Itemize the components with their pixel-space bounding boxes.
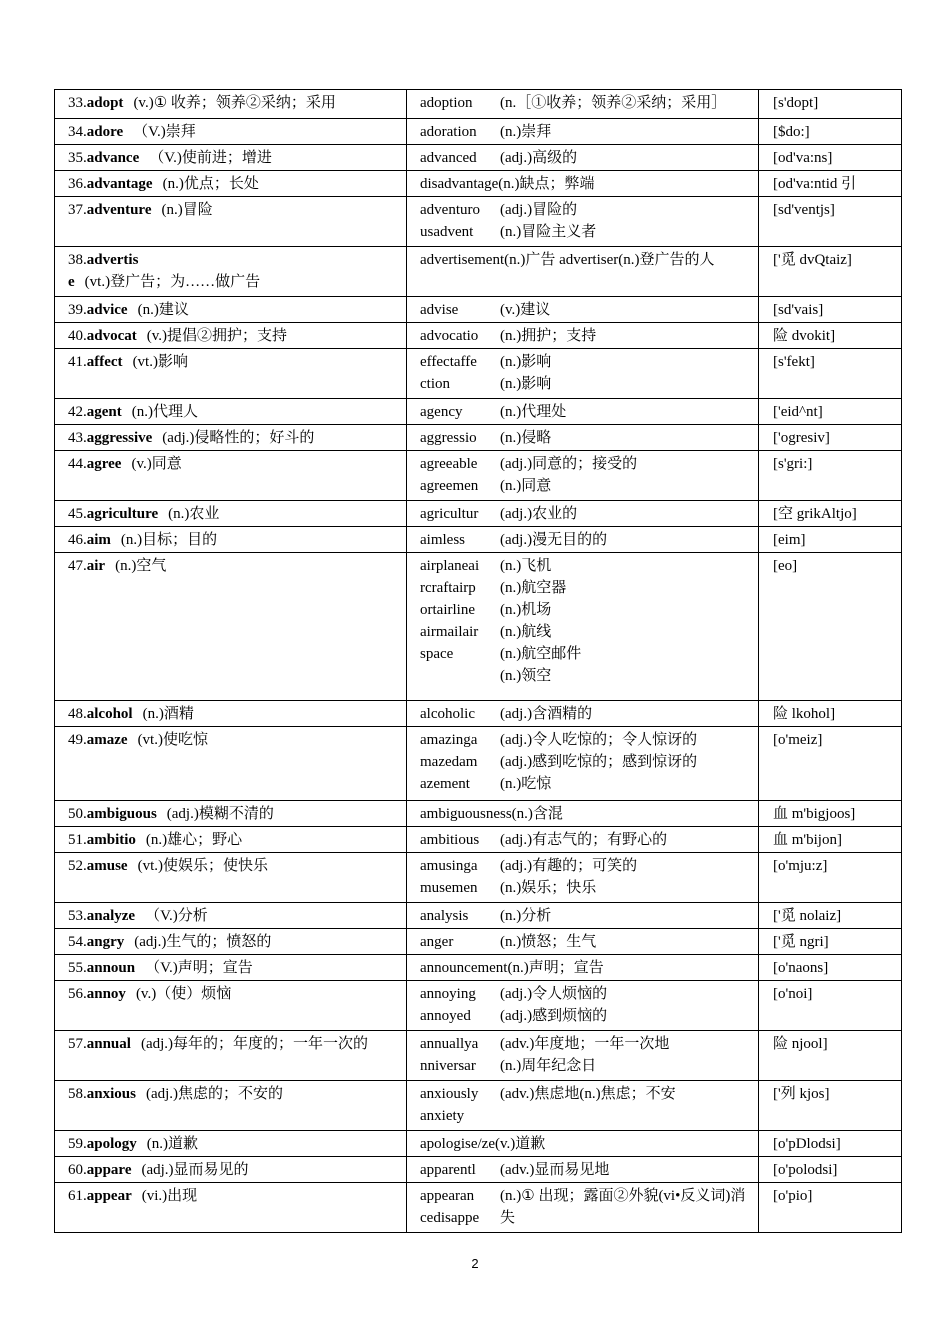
headword-cell	[55, 297, 407, 323]
derivatives-cell	[407, 119, 759, 145]
derived-forms: advanced	[420, 150, 477, 166]
derived-meanings: (adv.)显而易见地	[500, 1162, 610, 1178]
headword-definition: (v.)提倡②拥护；支持	[146, 328, 288, 344]
entry-number: 34.	[68, 124, 87, 140]
derived-meanings: advertisement(n.)广告 advertiser(n.)登广告的人	[420, 252, 715, 268]
table-row	[55, 451, 902, 501]
phonetic-cell	[759, 171, 902, 197]
phonetic-transcription: ['觅 nolaiz]	[773, 908, 842, 924]
derivatives-cell	[407, 981, 759, 1031]
headword-definition: (adj.)焦虑的；不安的	[145, 1086, 284, 1102]
phonetic-transcription: [eim]	[773, 532, 806, 548]
derived-forms: agreeable agreemen	[420, 456, 479, 494]
headword-definition: （V.)分析	[145, 908, 208, 924]
derived-forms: apparentl	[420, 1162, 476, 1178]
derived-meanings: (n.)影响 (n.)影响	[500, 354, 552, 392]
derived-forms: airplaneai rcraftairp ortairline airmailair space	[420, 558, 480, 662]
derived-forms: advocatio	[420, 328, 479, 344]
derived-forms: adventuro usadvent	[420, 202, 480, 240]
table-row	[55, 1031, 902, 1081]
table-row	[55, 1131, 902, 1157]
vocabulary-table	[54, 89, 902, 1233]
headword: advocat	[86, 328, 137, 344]
derivatives-cell	[407, 929, 759, 955]
phonetic-cell	[759, 981, 902, 1031]
entry-number: 61.	[68, 1188, 87, 1204]
headword: advertis e	[68, 252, 139, 290]
derived-forms: agency	[420, 404, 463, 420]
phonetic-cell	[759, 197, 902, 247]
derived-meanings: apologise/ze(v.)道歉	[420, 1136, 546, 1152]
phonetic-cell	[759, 1081, 902, 1131]
headword-definition: (v.)同意	[131, 456, 182, 472]
headword-definition: （V.)使前进；增进	[149, 150, 272, 166]
phonetic-transcription: [空 grikAltjo]	[773, 506, 857, 522]
derived-meanings: (adj.)同意的；接受的 (n.)同意	[500, 456, 638, 494]
table-row	[55, 1183, 902, 1233]
phonetic-transcription: 险 njool]	[773, 1036, 828, 1052]
phonetic-transcription: [s'gri:]	[773, 456, 813, 472]
headword-cell	[55, 701, 407, 727]
headword-cell	[55, 1157, 407, 1183]
derivatives-cell	[407, 297, 759, 323]
phonetic-cell	[759, 425, 902, 451]
phonetic-transcription: [o'meiz]	[773, 732, 823, 748]
entry-number: 45.	[68, 506, 87, 522]
derived-meanings: (n.)① 出现；露面②外貌(vi•反义词)消失	[500, 1188, 746, 1226]
phonetic-transcription: [eo]	[773, 558, 798, 574]
derivatives-cell	[407, 553, 759, 701]
table-row	[55, 527, 902, 553]
phonetic-cell	[759, 399, 902, 425]
derived-forms: amusinga musemen	[420, 858, 478, 896]
phonetic-transcription: ['觅 dvQtaiz]	[773, 252, 852, 268]
entry-number: 46.	[68, 532, 87, 548]
headword-cell	[55, 197, 407, 247]
phonetic-cell	[759, 247, 902, 297]
table-row	[55, 1157, 902, 1183]
derivatives-cell	[407, 1157, 759, 1183]
derived-forms: aggressio	[420, 430, 477, 446]
derived-forms: adoration	[420, 124, 477, 140]
entry-number: 38.	[68, 252, 87, 268]
headword-definition: (vt.)使吃惊	[137, 732, 208, 748]
derived-meanings: (adj.)高级的	[500, 150, 578, 166]
headword-definition: (vt.)影响	[132, 354, 188, 370]
table-row	[55, 297, 902, 323]
phonetic-transcription: [sd'vais]	[773, 302, 824, 318]
headword-definition: (n.)农业	[168, 506, 220, 522]
entry-number: 33.	[68, 95, 87, 111]
table-row	[55, 853, 902, 903]
phonetic-cell	[759, 1131, 902, 1157]
phonetic-cell	[759, 701, 902, 727]
derived-meanings: (adj.)漫无目的的	[500, 532, 608, 548]
derivatives-cell	[407, 501, 759, 527]
derived-meanings: (adj.)有趣的；可笑的 (n.)娱乐；快乐	[500, 858, 638, 896]
headword-definition: (adj.)模糊不清的	[166, 806, 274, 822]
phonetic-transcription: 血 m'bijon]	[773, 832, 842, 848]
headword-definition: (n.)目标；目的	[120, 532, 218, 548]
headword-cell	[55, 981, 407, 1031]
derived-meanings: (adj.)含酒精的	[500, 706, 593, 722]
headword-cell	[55, 171, 407, 197]
headword-cell	[55, 955, 407, 981]
phonetic-cell	[759, 501, 902, 527]
derived-forms: effectaffe ction	[420, 354, 477, 392]
table-row	[55, 323, 902, 349]
headword: appear	[86, 1188, 132, 1204]
derived-meanings: disadvantage(n.)缺点；弊端	[420, 176, 595, 192]
derived-meanings: (n.)代理处	[500, 404, 567, 420]
headword: appare	[86, 1162, 132, 1178]
phonetic-cell	[759, 349, 902, 399]
headword: announ	[86, 960, 136, 976]
table-row	[55, 171, 902, 197]
phonetic-transcription: [od'va:ns]	[773, 150, 833, 166]
headword-definition: (v.)① 收养；领养②采纳；采用	[133, 95, 336, 111]
headword: advice	[86, 302, 128, 318]
headword-definition: (adj.)生气的；愤怒的	[134, 934, 272, 950]
table-row	[55, 929, 902, 955]
derivatives-cell	[407, 727, 759, 801]
headword-cell	[55, 801, 407, 827]
derived-meanings: (adv.)焦虑地(n.)焦虑；不安	[500, 1086, 676, 1102]
phonetic-cell	[759, 323, 902, 349]
table-row	[55, 247, 902, 297]
phonetic-transcription: [od'va:ntid 引	[773, 176, 857, 192]
headword: adventure	[86, 202, 152, 218]
phonetic-transcription: [s'fekt]	[773, 354, 815, 370]
headword: agriculture	[86, 506, 159, 522]
entry-number: 48.	[68, 706, 87, 722]
entry-number: 57.	[68, 1036, 87, 1052]
headword-definition: (n.)道歉	[146, 1136, 199, 1152]
phonetic-transcription: [$do:]	[773, 124, 810, 140]
derived-meanings: (adj.)冒险的 (n.)冒险主义者	[500, 202, 597, 240]
phonetic-cell	[759, 1157, 902, 1183]
headword-cell	[55, 145, 407, 171]
entry-number: 55.	[68, 960, 87, 976]
derived-forms: annuallya nniversar	[420, 1036, 479, 1074]
headword-definition: (n.)代理人	[131, 404, 198, 420]
derived-meanings: (n.)愤怒；生气	[500, 934, 597, 950]
phonetic-transcription: 血 m'bigjoos]	[773, 806, 856, 822]
headword-cell	[55, 853, 407, 903]
phonetic-transcription: [o'naons]	[773, 960, 829, 976]
entry-number: 56.	[68, 986, 87, 1002]
phonetic-cell	[759, 297, 902, 323]
entry-number: 42.	[68, 404, 87, 420]
headword-cell	[55, 323, 407, 349]
phonetic-transcription: 险 dvokit]	[773, 328, 836, 344]
vocabulary-table-body	[55, 90, 902, 1233]
derivatives-cell	[407, 527, 759, 553]
derived-forms: ambitious	[420, 832, 480, 848]
headword-cell	[55, 727, 407, 801]
phonetic-transcription: ['列 kjos]	[773, 1086, 830, 1102]
derived-forms: annoying annoyed	[420, 986, 476, 1024]
entry-number: 47.	[68, 558, 87, 574]
phonetic-cell	[759, 145, 902, 171]
derived-meanings: (adj.)农业的	[500, 506, 578, 522]
table-row	[55, 553, 902, 701]
headword-cell	[55, 527, 407, 553]
derived-meanings: (n.)飞机 (n.)航空器 (n.)机场 (n.)航线 (n.)航空邮件 (n.)领空	[500, 558, 582, 684]
headword: ambiguous	[86, 806, 157, 822]
headword-definition: (n.)冒险	[161, 202, 213, 218]
table-row	[55, 981, 902, 1031]
derivatives-cell	[407, 247, 759, 297]
entry-number: 40.	[68, 328, 87, 344]
headword: agent	[86, 404, 122, 420]
derived-meanings: (adj.)有志气的；有野心的	[500, 832, 668, 848]
entry-number: 36.	[68, 176, 87, 192]
headword-definition: (adj.)每年的；年度的；一年一次的	[140, 1036, 369, 1052]
phonetic-cell	[759, 929, 902, 955]
entry-number: 52.	[68, 858, 87, 874]
headword-cell	[55, 90, 407, 119]
phonetic-cell	[759, 1031, 902, 1081]
derivatives-cell	[407, 1081, 759, 1131]
phonetic-transcription: [sd'ventjs]	[773, 202, 835, 218]
derived-meanings: (adj.)令人吃惊的；令人惊讶的 (adj.)感到吃惊的；感到惊讶的 (n.)吃惊	[500, 732, 698, 792]
entry-number: 43.	[68, 430, 87, 446]
headword: alcohol	[86, 706, 133, 722]
phonetic-cell	[759, 801, 902, 827]
table-row	[55, 349, 902, 399]
derivatives-cell	[407, 903, 759, 929]
table-row	[55, 955, 902, 981]
phonetic-cell	[759, 827, 902, 853]
table-row	[55, 801, 902, 827]
headword-cell	[55, 451, 407, 501]
headword-cell	[55, 903, 407, 929]
derivatives-cell	[407, 853, 759, 903]
entry-number: 51.	[68, 832, 87, 848]
table-row	[55, 119, 902, 145]
derivatives-cell	[407, 451, 759, 501]
table-row	[55, 501, 902, 527]
headword: affect	[86, 354, 123, 370]
derivatives-cell	[407, 145, 759, 171]
derivatives-cell	[407, 801, 759, 827]
headword: anxious	[86, 1086, 136, 1102]
headword-cell	[55, 119, 407, 145]
entry-number: 39.	[68, 302, 87, 318]
phonetic-transcription: [o'pio]	[773, 1188, 813, 1204]
headword-cell	[55, 929, 407, 955]
headword: analyze	[86, 908, 136, 924]
table-row	[55, 90, 902, 119]
phonetic-cell	[759, 90, 902, 119]
phonetic-cell	[759, 903, 902, 929]
derived-meanings: (v.)建议	[500, 302, 551, 318]
phonetic-transcription: ['觅 ngri]	[773, 934, 829, 950]
phonetic-transcription: ['eid^nt]	[773, 404, 823, 420]
headword: ambitio	[86, 832, 136, 848]
headword: annoy	[86, 986, 126, 1002]
entry-number: 59.	[68, 1136, 87, 1152]
phonetic-transcription: [o'mju:z]	[773, 858, 828, 874]
phonetic-transcription: ['ogresiv]	[773, 430, 830, 446]
headword: advance	[86, 150, 140, 166]
table-row	[55, 727, 902, 801]
entry-number: 53.	[68, 908, 87, 924]
derived-forms: analysis	[420, 908, 469, 924]
phonetic-cell	[759, 553, 902, 701]
table-row	[55, 827, 902, 853]
phonetic-transcription: [o'noi]	[773, 986, 813, 1002]
derivatives-cell	[407, 323, 759, 349]
entry-number: 58.	[68, 1086, 87, 1102]
derived-forms: aimless	[420, 532, 465, 548]
derived-forms: amazinga mazedam azement	[420, 732, 478, 792]
phonetic-transcription: 险 lkohol]	[773, 706, 836, 722]
phonetic-cell	[759, 853, 902, 903]
derived-meanings: (adj.)令人烦恼的 (adj.)感到烦恼的	[500, 986, 608, 1024]
derived-meanings: ambiguousness(n.)含混	[420, 806, 563, 822]
headword-cell	[55, 1031, 407, 1081]
headword-definition: (vt.)登广告；为……做广告	[84, 274, 261, 290]
phonetic-cell	[759, 527, 902, 553]
table-row	[55, 197, 902, 247]
headword-definition: (adj.)侵略性的；好斗的	[162, 430, 315, 446]
derivatives-cell	[407, 399, 759, 425]
derived-forms: alcoholic	[420, 706, 475, 722]
headword: amuse	[86, 858, 128, 874]
derived-meanings: announcement(n.)声明；宣告	[420, 960, 604, 976]
headword-cell	[55, 553, 407, 701]
table-row	[55, 701, 902, 727]
headword-definition: (v.)（使）烦恼	[135, 986, 232, 1002]
derivatives-cell	[407, 955, 759, 981]
entry-number: 37.	[68, 202, 87, 218]
derivatives-cell	[407, 171, 759, 197]
headword-definition: (n.)优点；长处	[162, 176, 259, 192]
table-row	[55, 145, 902, 171]
headword-definition: （V.)声明；宣告	[145, 960, 253, 976]
headword: aim	[86, 532, 111, 548]
table-row	[55, 1081, 902, 1131]
page-number: 2	[471, 1256, 479, 1271]
headword-definition: （V.)崇拜	[133, 124, 196, 140]
headword-definition: (vi.)出现	[141, 1188, 198, 1204]
headword: air	[86, 558, 106, 574]
headword: aggressive	[86, 430, 153, 446]
headword-cell	[55, 1183, 407, 1233]
headword-definition: (n.)建议	[137, 302, 189, 318]
derived-meanings: (n.)崇拜	[500, 124, 552, 140]
entry-number: 50.	[68, 806, 87, 822]
headword-cell	[55, 247, 407, 297]
derived-forms: appearan cedisappe	[420, 1188, 480, 1226]
headword-definition: (vt.)使娱乐；使快乐	[137, 858, 269, 874]
table-row	[55, 425, 902, 451]
phonetic-cell	[759, 1183, 902, 1233]
phonetic-cell	[759, 955, 902, 981]
derived-forms: advise	[420, 302, 459, 318]
derivatives-cell	[407, 90, 759, 119]
table-row	[55, 399, 902, 425]
phonetic-cell	[759, 727, 902, 801]
headword: annual	[86, 1036, 131, 1052]
headword-cell	[55, 827, 407, 853]
headword-definition: (n.)空气	[115, 558, 167, 574]
derived-meanings: (n.)拥护；支持	[500, 328, 597, 344]
derivatives-cell	[407, 827, 759, 853]
entry-number: 54.	[68, 934, 87, 950]
phonetic-transcription: [s'dopt]	[773, 95, 819, 111]
entry-number: 35.	[68, 150, 87, 166]
headword-cell	[55, 425, 407, 451]
derived-forms: agricultur	[420, 506, 479, 522]
headword: agree	[86, 456, 122, 472]
derived-meanings: (n.)分析	[500, 908, 552, 924]
headword-cell	[55, 1081, 407, 1131]
headword: amaze	[86, 732, 128, 748]
entry-number: 44.	[68, 456, 87, 472]
derivatives-cell	[407, 349, 759, 399]
derivatives-cell	[407, 1031, 759, 1081]
derivatives-cell	[407, 1183, 759, 1233]
derivatives-cell	[407, 701, 759, 727]
derivatives-cell	[407, 1131, 759, 1157]
phonetic-transcription: [o'polodsi]	[773, 1162, 838, 1178]
headword-definition: (n.)酒精	[142, 706, 194, 722]
phonetic-cell	[759, 119, 902, 145]
headword: adopt	[86, 95, 124, 111]
entry-number: 41.	[68, 354, 87, 370]
derivatives-cell	[407, 197, 759, 247]
headword-cell	[55, 349, 407, 399]
derived-meanings: (n.［①收养；领养②采纳；采用］	[500, 95, 727, 111]
phonetic-cell	[759, 451, 902, 501]
table-row	[55, 903, 902, 929]
headword: adore	[86, 124, 124, 140]
headword-definition: (n.)雄心；野心	[145, 832, 243, 848]
derivatives-cell	[407, 425, 759, 451]
derived-meanings: (n.)侵略	[500, 430, 552, 446]
derived-forms: anxiously anxiety	[420, 1086, 479, 1124]
headword: angry	[86, 934, 125, 950]
derived-meanings: (adv.)年度地；一年一次地 (n.)周年纪念日	[500, 1036, 670, 1074]
derived-forms: anger	[420, 934, 454, 950]
headword: apology	[86, 1136, 137, 1152]
headword-cell	[55, 399, 407, 425]
entry-number: 49.	[68, 732, 87, 748]
phonetic-transcription: [o'pDlodsi]	[773, 1136, 841, 1152]
derived-forms: adoption	[420, 95, 473, 111]
headword-cell	[55, 501, 407, 527]
headword-definition: (adj.)显而易见的	[141, 1162, 249, 1178]
headword: advantage	[86, 176, 153, 192]
headword-cell	[55, 1131, 407, 1157]
entry-number: 60.	[68, 1162, 87, 1178]
